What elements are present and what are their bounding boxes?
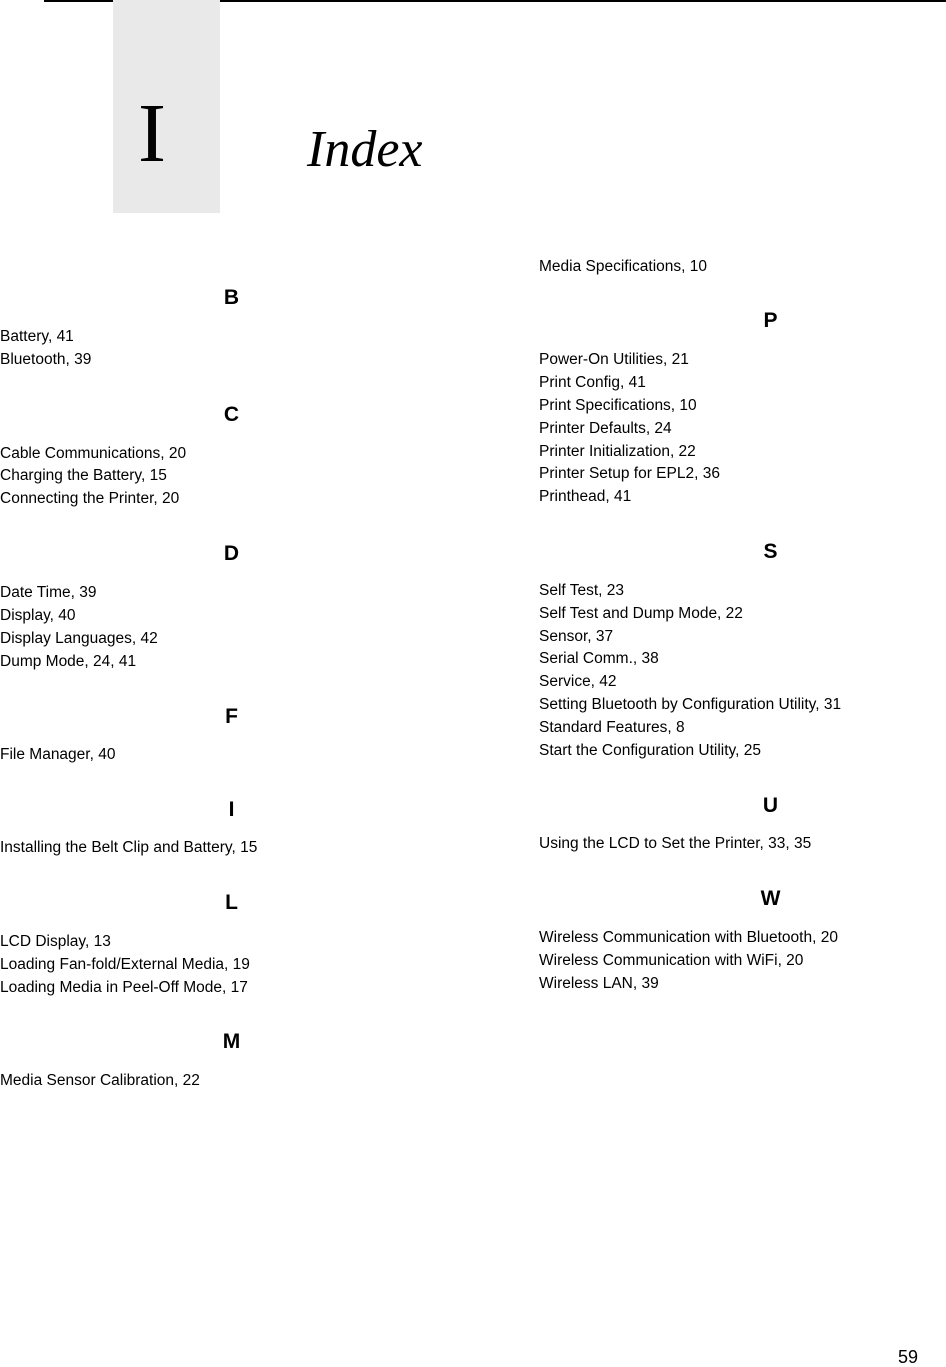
index-entry: Cable Communications, 20: [0, 445, 187, 462]
index-entry: Media Sensor Calibration, 22: [0, 1072, 200, 1089]
index-entry: Display, 40: [0, 607, 76, 624]
index-entry: Wireless LAN, 39: [539, 975, 659, 992]
index-entry: Service, 42: [539, 673, 617, 690]
index-entry: File Manager, 40: [0, 746, 116, 763]
index-entry: Using the LCD to Set the Printer, 33, 35: [539, 835, 812, 852]
section-letter-i: I: [228, 798, 235, 821]
section-letter-p: P: [763, 309, 778, 332]
index-entry: Wireless Communication with WiFi, 20: [539, 952, 804, 969]
index-entry: Battery, 41: [0, 328, 74, 345]
index-entry: Standard Features, 8: [539, 719, 685, 736]
chapter-letter: I: [138, 87, 166, 180]
index-entry: Display Languages, 42: [0, 630, 158, 647]
section-letter-s: S: [763, 540, 778, 563]
index-entry: Printer Defaults, 24: [539, 420, 672, 437]
index-entry: Wireless Communication with Bluetooth, 20: [539, 929, 838, 946]
index-entry: Connecting the Printer, 20: [0, 490, 180, 507]
index-entry: Media Specifications, 10: [539, 258, 708, 275]
index-entry: Installing the Belt Clip and Battery, 15: [0, 839, 258, 856]
index-entry: Start the Configuration Utility, 25: [539, 742, 761, 759]
section-letter-b: B: [223, 286, 240, 309]
index-entry: Loading Fan-fold/External Media, 19: [0, 956, 250, 973]
index-entry: Self Test and Dump Mode, 22: [539, 605, 743, 622]
index-entry: Date Time, 39: [0, 584, 97, 601]
section-letter-l: L: [225, 891, 238, 914]
index-entry: Dump Mode, 24, 41: [0, 653, 137, 670]
index-entry: Printer Initialization, 22: [539, 443, 696, 460]
index-entry: Print Config, 41: [539, 374, 646, 391]
index-entry: Serial Comm., 38: [539, 650, 659, 667]
section-letter-m: M: [222, 1030, 241, 1053]
section-letter-c: C: [223, 403, 240, 426]
index-entry: Power-On Utilities, 21: [539, 351, 689, 368]
index-entry: Printer Setup for EPL2, 36: [539, 465, 720, 482]
page-number: 59: [898, 1347, 919, 1367]
chapter-title: Index: [307, 121, 423, 178]
index-entry: Setting Bluetooth by Configuration Utility, 31: [539, 696, 842, 713]
index-entry: Print Specifications, 10: [539, 397, 697, 414]
index-entry: Charging the Battery, 15: [0, 467, 167, 484]
index-entry: Bluetooth, 39: [0, 351, 92, 368]
index-entry: Printhead, 41: [539, 488, 632, 505]
index-entry: Sensor, 37: [539, 628, 614, 645]
section-letter-d: D: [223, 542, 240, 565]
section-letter-w: W: [760, 887, 781, 910]
index-entry: LCD Display, 13: [0, 933, 111, 950]
section-letter-u: U: [762, 794, 779, 817]
index-entry: Self Test, 23: [539, 582, 625, 599]
index-entry: Loading Media in Peel-Off Mode, 17: [0, 979, 248, 996]
section-letter-f: F: [225, 705, 238, 728]
